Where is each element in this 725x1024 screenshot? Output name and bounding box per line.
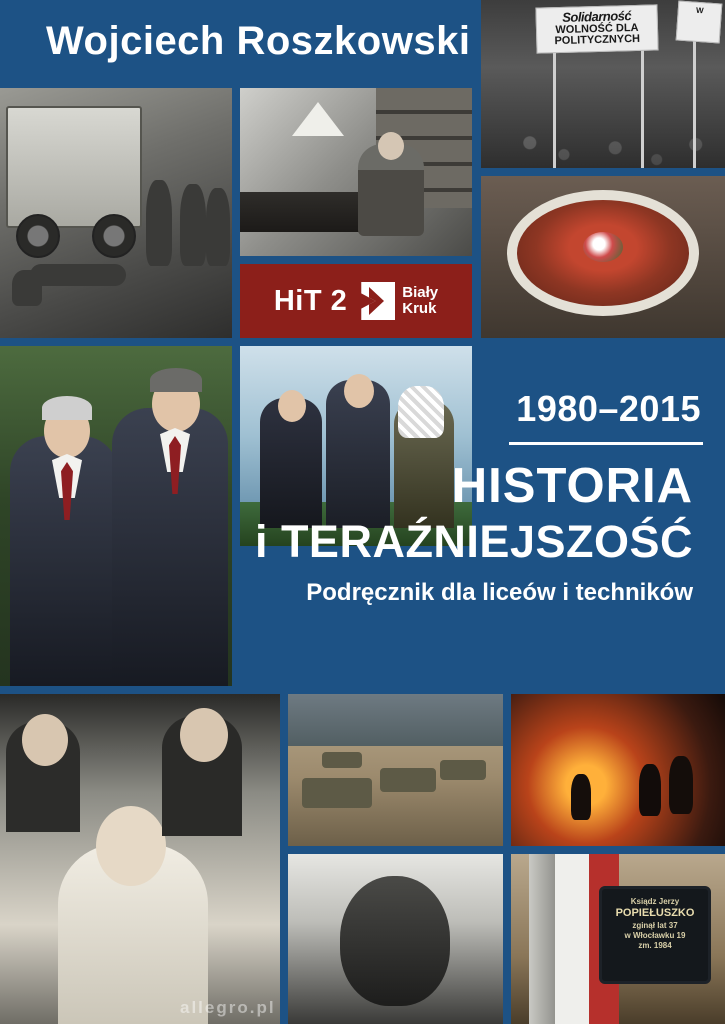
plaque-line-3: zginął lat 37 <box>632 920 678 930</box>
plaque-line-5: zm. 1984 <box>638 940 672 950</box>
lamp-icon <box>292 102 344 136</box>
plaque-line-1: Ksiądz Jerzy <box>630 897 680 906</box>
handshake-head-left <box>278 390 306 422</box>
protest-banner-text: WOLNOŚĆ DLA POLITYCZNYCH <box>554 21 641 48</box>
author-name: Wojciech Roszkowski <box>46 18 471 63</box>
standing-figure <box>206 188 230 266</box>
photo-memorial-plaque <box>511 854 725 1024</box>
attendant-left-head <box>22 714 68 766</box>
portrait-face <box>340 876 450 1006</box>
photo-portrait <box>288 854 503 1024</box>
publisher-line2: Kruk <box>402 300 437 317</box>
tank <box>302 778 372 808</box>
book-title-line-1: HISTORIA <box>451 459 693 513</box>
book-subtitle: Podręcznik dla liceów i techników <box>306 579 693 607</box>
standing-figure <box>180 184 206 266</box>
kufiya-headdress <box>398 386 444 438</box>
memorial-plaque <box>599 886 711 984</box>
title-block <box>245 460 715 607</box>
plaque-line-4: w Włocławku 19 <box>624 930 686 940</box>
riot-figure <box>639 764 661 816</box>
person-head <box>378 132 404 160</box>
flower-centerpiece <box>583 232 623 262</box>
flag-white-stripe <box>555 854 589 1024</box>
banner-pole <box>641 50 644 168</box>
watermark: allegro.pl <box>180 998 276 1017</box>
crouching-figure <box>12 270 42 306</box>
tank <box>380 768 436 792</box>
book-title-line-2: i TERAŹNIEJSZOŚĆ <box>254 515 693 567</box>
protest-banner-solidarnosc: Solidarność <box>562 8 632 25</box>
photo-riot-fire <box>511 694 725 846</box>
photo-military-truck <box>0 88 232 338</box>
tank <box>322 752 362 768</box>
lying-figure <box>30 264 126 286</box>
author-band <box>0 0 470 82</box>
leader-right-hair <box>150 368 202 392</box>
banner-pole <box>553 48 556 168</box>
truck-wheel <box>16 214 60 258</box>
photo-gorbachev-reagan <box>0 346 232 686</box>
truck-wheel <box>92 214 136 258</box>
photo-round-table <box>481 176 725 338</box>
banner-pole <box>693 40 696 168</box>
series-badge <box>240 264 472 338</box>
hills <box>288 694 503 746</box>
photo-tank-column <box>288 694 503 846</box>
plaque-line-2: POPIEŁUSZKO <box>615 907 695 919</box>
publisher-block <box>361 282 438 320</box>
riot-figure <box>669 756 693 814</box>
series-label: HiT 2 <box>273 284 348 317</box>
leader-left-hair <box>42 396 92 420</box>
publisher-name <box>402 285 438 317</box>
tank <box>440 760 486 780</box>
photo-study-desk <box>240 88 472 256</box>
protest-banner-side: W <box>676 1 723 44</box>
standing-figure <box>146 180 172 266</box>
attendant-right-head <box>180 708 228 762</box>
handshake-head-center <box>344 374 374 408</box>
riot-figure <box>571 774 591 820</box>
divider-rule <box>509 442 703 445</box>
title-panel <box>254 346 725 686</box>
year-range: 1980–2015 <box>516 388 701 429</box>
publisher-line1: Biały <box>402 283 439 301</box>
publisher-logo-icon <box>361 282 395 320</box>
photo-pope-john-paul-ii <box>0 694 280 1024</box>
photo-protest-crowd <box>481 0 725 168</box>
truck-body <box>6 106 142 228</box>
protest-banner-main <box>535 4 658 53</box>
round-table-surface <box>507 190 699 316</box>
pope-head <box>96 806 166 886</box>
